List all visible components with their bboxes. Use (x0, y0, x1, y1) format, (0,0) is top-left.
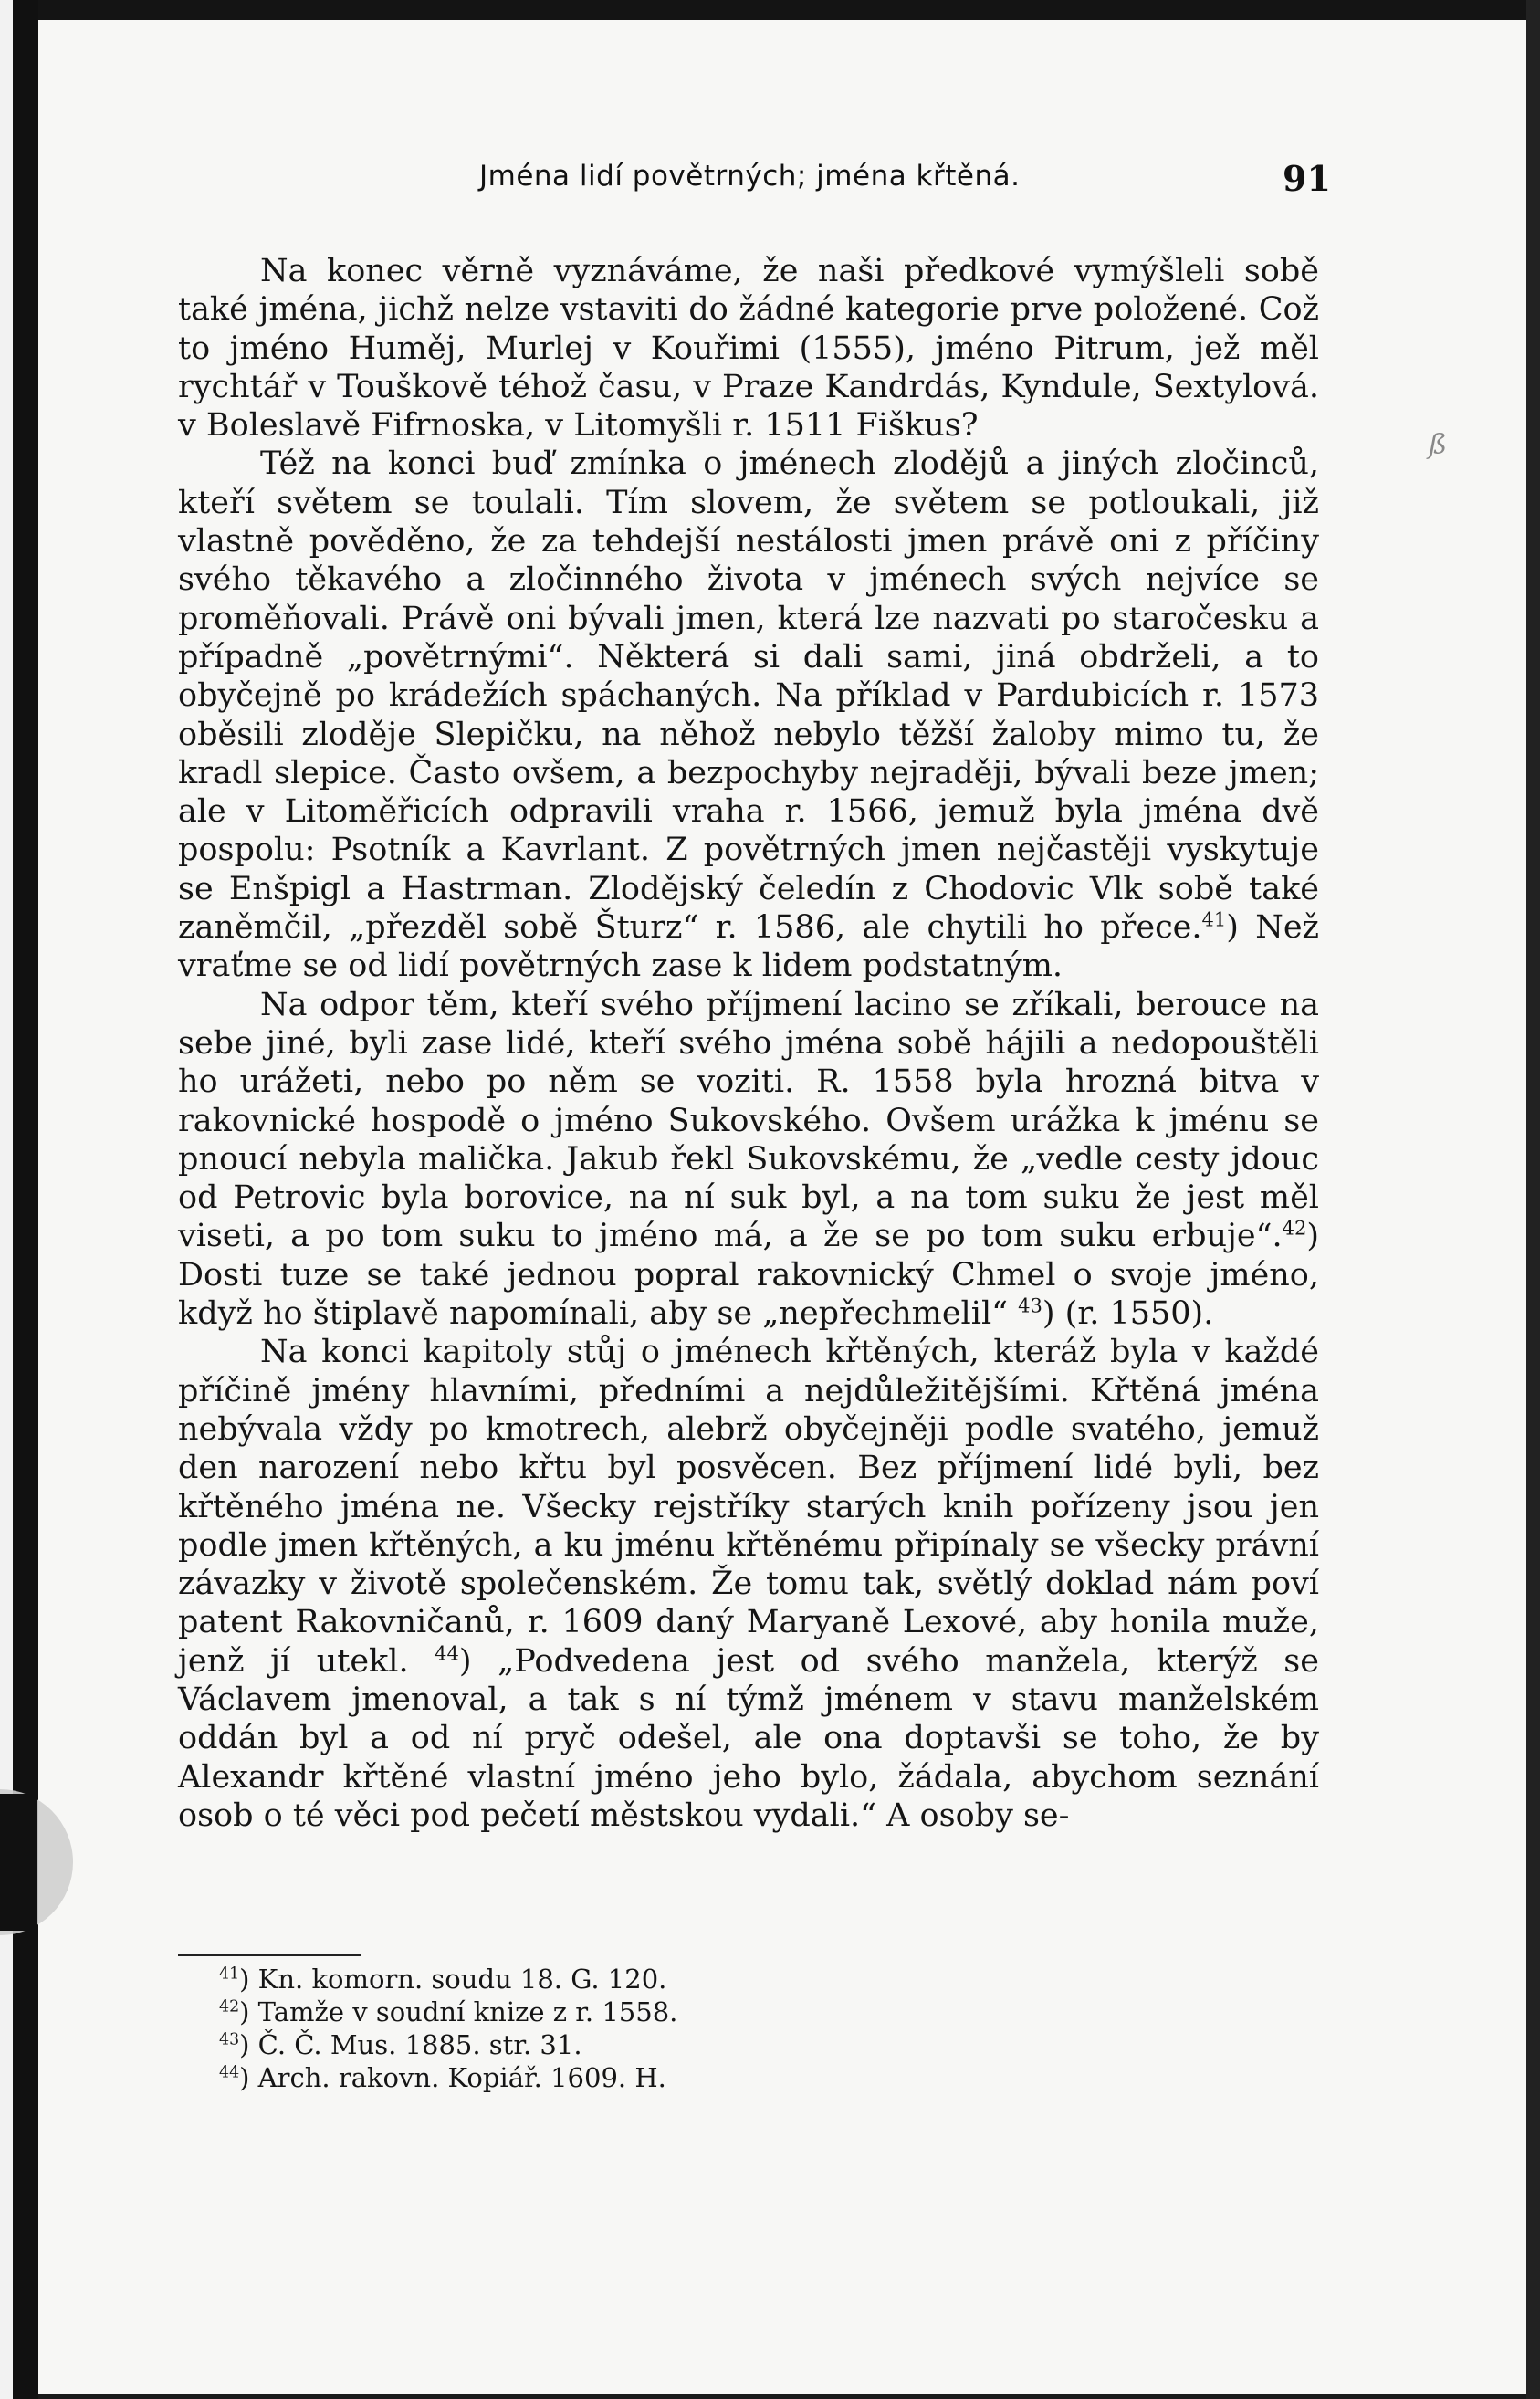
paragraph-1: Na konec věrně vyznáváme, že naši předkové vymýšleli sobě také jména, jichž nelze vstaviti do žádné kategorie prve položené. Což to jméno Huměj, Murlej v Kouřimi (1555), jméno Pitrum, jež měl rychtář v Touškově téhož času, v Praze Kandrdás, Kyndule, Sextylová. v Boleslavě Fifrnoska, v Litomyšli r. 1511 Fiškus? (178, 253, 1319, 445)
paragraph-3-tail: Dosti tuze se také jednou popral rakovnický Chmel o svoje jméno, když ho štiplavě napomínali, aby se „nepřechmelil“ (178, 1256, 1319, 1333)
footnote-ref-41[interactable]: 41 (1201, 908, 1227, 931)
paragraph-3: Na odpor těm, kteří svého příjmení lacino se zříkali, berouce na sebe jiné, byli zase lidé, kteří svého jména sobě hájili a nedopouštěli ho urážeti, nebo po něm se voziti. R. 1558 byla hrozná bitva v rakovnické hospodě o jméno Sukovského. Ovšem urážka k jménu se pnoucí nebyla malička. Jakub řekl Sukovskému, že „vedle cesty jdouc od Petrovic byla borovice, na ní suk byl, a na tom suku že jest měl viseti, a po tom suku to jméno má, a že se po tom suku erbuje“.$^{42}$) Dosti tuze se také jednou popral rakovnický Chmel o svoje jméno, když ho štiplavě napomínali, aby se „nepřechmelil“ $^{43}$) (r. 1550). (178, 986, 1319, 1333)
footnote-ref-44[interactable]: 44 (435, 1642, 459, 1665)
paragraph-2: Též na konci buď zmínka o jménech zlodějů a jiných zločinců, kteří světem se toulali. Tím slovem, že světem se potloukali, již vlastně pověděno, že za tehdejší nestálosti jmen právě oni z příčiny svého těkavého a zločinného života v jménech svých nejvíce se proměňovali. Právě oni bývali jmen, která lze nazvati po staročesku a případně „povětrnými“. Některá si dali sami, jiná obdrželi, a to obyčejně po krádežích spáchaných. Na příklad v Pardubicích r. 1573 oběsili zloděje Slepičku, na něhož nebylo těžší žaloby mimo tu, že kradl slepice. Často ovšem, a bezpochyby nejraději, bývali beze jmen; ale v Litoměřicích odpravili vraha r. 1566, jemuž byla jména dvě pospolu: Psotník a Kavrlant. Z povětrných jmen nejčastěji vyskytuje se Enšpigl a Hastrman. Zlodějský čeledín z Chodovic Vlk sobě také zaněmčil, „přezděl sobě Šturz“ r. 1586, ale chytili ho přece.$^{41}$) Než vraťme se od lidí povětrných zase k lidem podstatným. (178, 445, 1319, 985)
footnote-44 (219, 2061, 1132, 2094)
page-number: 91 (1283, 158, 1331, 199)
footnote-ref-43[interactable]: 43 (1018, 1294, 1042, 1317)
footnote-ref-42[interactable]: 42 (1282, 1217, 1307, 1240)
running-title: Jména lidí povětrných; jména křtěná. (479, 160, 1021, 193)
footnote-mark: 44 (219, 2063, 240, 2082)
footnote-mark: 41 (219, 1964, 240, 1984)
paragraph-2-tail: Než vraťme se od lidí povětrných zase k lidem podstatným. (178, 909, 1319, 985)
scan-left-strip (0, 0, 13, 2399)
paragraph-3-text: Na odpor těm, kteří svého příjmení lacino se zříkali, berouce na sebe jiné, byli zase lidé, kteří svého jména sobě hájili a nedopouštěli ho urážeti, nebo po něm se voziti. R. 1558 byla hrozná bitva v rakovnické hospodě o jméno Sukovského. Ovšem urážka k jménu se pnoucí nebyla malička. Jakub řekl Sukovskému, že „vedle cesty jdouc od Petrovic byla borovice, na ní suk byl, a na tom suku že jest měl viseti, a po tom suku to jméno má, a že se po tom suku erbuje“. (178, 986, 1319, 1255)
footnotes (219, 1963, 1132, 2094)
paragraph-4: Na konci kapitoly stůj o jménech křtěných, kteráž byla v každé příčině jmény hlavními, předními a nejdůležitějšími. Křtěná jména nebývala vždy po kmotrech, alebrž obyčejněji podle svatého, jemuž den narození nebo křtu byl posvěcen. Bez příjmení lidé byli, bez křtěného jména ne. Všecky rejstříky starých knih pořízeny jsou jen podle jmen křtěných, a ku jménu křtěnému připínaly se všecky právní závazky v životě společenském. Že tomu tak, světlý doklad nám poví patent Rakovničanů, r. 1609 daný Maryaně Lexové, aby honila muže, jenž jí utekl. $^{44}$) „Podvedena jest od svého manžela, kterýž se Václavem jmenoval, a tak s ní týmž jménem v stavu manželském oddán byl a od ní pryč odešel, ale ona doptavši se toho, že by Alexandr křtěné vlastní jméno jeho bylo, žádala, abychom seznání osob o té věci pod pečetí městskou vydali.“ A osoby se- (178, 1334, 1319, 1834)
page-header (424, 141, 1337, 205)
scan-gutter (13, 0, 38, 2399)
paragraph-3-end: (r. 1550). (1054, 1295, 1214, 1333)
footnote-text: ) Č. Č. Mus. 1885. str. 31. (239, 2029, 582, 2060)
paragraph-4-text: Na konci kapitoly stůj o jménech křtěných, kteráž byla v každé příčině jmény hlavními, předními a nejdůležitějšími. Křtěná jména nebývala vždy po kmotrech, alebrž obyčejněji podle svatého, jemuž den narození nebo křtu byl posvěcen. Bez příjmení lidé byli, bez křtěného jména ne. Všecky rejstříky starých knih pořízeny jsou jen podle jmen křtěných, a ku jménu křtěnému připínaly se všecky právní závazky v životě společenském. Že tomu tak, světlý doklad nám poví patent Rakovničanů, r. 1609 daný Maryaně Lexové, aby honila muže, jenž jí utekl. (178, 1334, 1319, 1680)
paragraph-4-quote: „Podvedena jest od svého manžela, kterýž se Václavem jmenoval, a tak s ní týmž jménem v stavu manželském oddán byl a od ní pryč odešel, ale ona doptavši se toho, že by Alexandr křtěné vlastní jméno jeho bylo, žádala, abychom seznání osob o té věci pod pečetí městskou vydali.“ A osoby se- (178, 1642, 1319, 1834)
footnote-mark: 42 (219, 1997, 240, 2017)
paragraph-2-text: Též na konci buď zmínka o jménech zlodějů a jiných zločinců, kteří světem se toulali. Tím slovem, že světem se potloukali, již vlastně pověděno, že za tehdejší nestálosti jmen právě oni z příčiny svého těkavého a zločinného života v jménech svých nejvíce se proměňovali. Právě oni bývali jmen, která lze nazvati po staročesku a případně „povětrnými“. Některá si dali sami, jiná obdrželi, a to obyčejně po krádežích spáchaných. Na příklad v Pardubicích r. 1573 oběsili zloděje Slepičku, na něhož nebylo těžší žaloby mimo tu, že kradl slepice. Často ovšem, a bezpochyby nejraději, bývali beze jmen; ale v Litoměřicích odpravili vraha r. 1566, jemuž byla jména dvě pospolu: Psotník a Kavrlant. Z povětrných jmen nejčastěji vyskytuje se Enšpigl a Hastrman. Zlodějský čeledín z Chodovic Vlk sobě také zaněmčil, „přezděl sobě Šturz“ r. 1586, ale chytili ho přece. (178, 445, 1319, 947)
footnote-42 (219, 1996, 1132, 2028)
footnote-41 (219, 1963, 1132, 1996)
footnote-text: ) Arch. rakovn. Kopiář. 1609. H. (239, 2062, 666, 2093)
footnote-text: ) Tamže v soudní knize z r. 1558. (239, 1996, 678, 2027)
margin-annotation: ß (1429, 429, 1448, 461)
binding-shadow (0, 1794, 37, 1931)
footnote-mark: 43 (219, 2030, 240, 2049)
footnote-43 (219, 2028, 1132, 2061)
body-text (178, 252, 1319, 1835)
footnote-divider (178, 1954, 361, 1956)
scan-right-edge (1526, 0, 1540, 2399)
footnote-text: ) Kn. komorn. soudu 18. G. 120. (239, 1964, 667, 1995)
scan-top-edge (0, 0, 1540, 20)
